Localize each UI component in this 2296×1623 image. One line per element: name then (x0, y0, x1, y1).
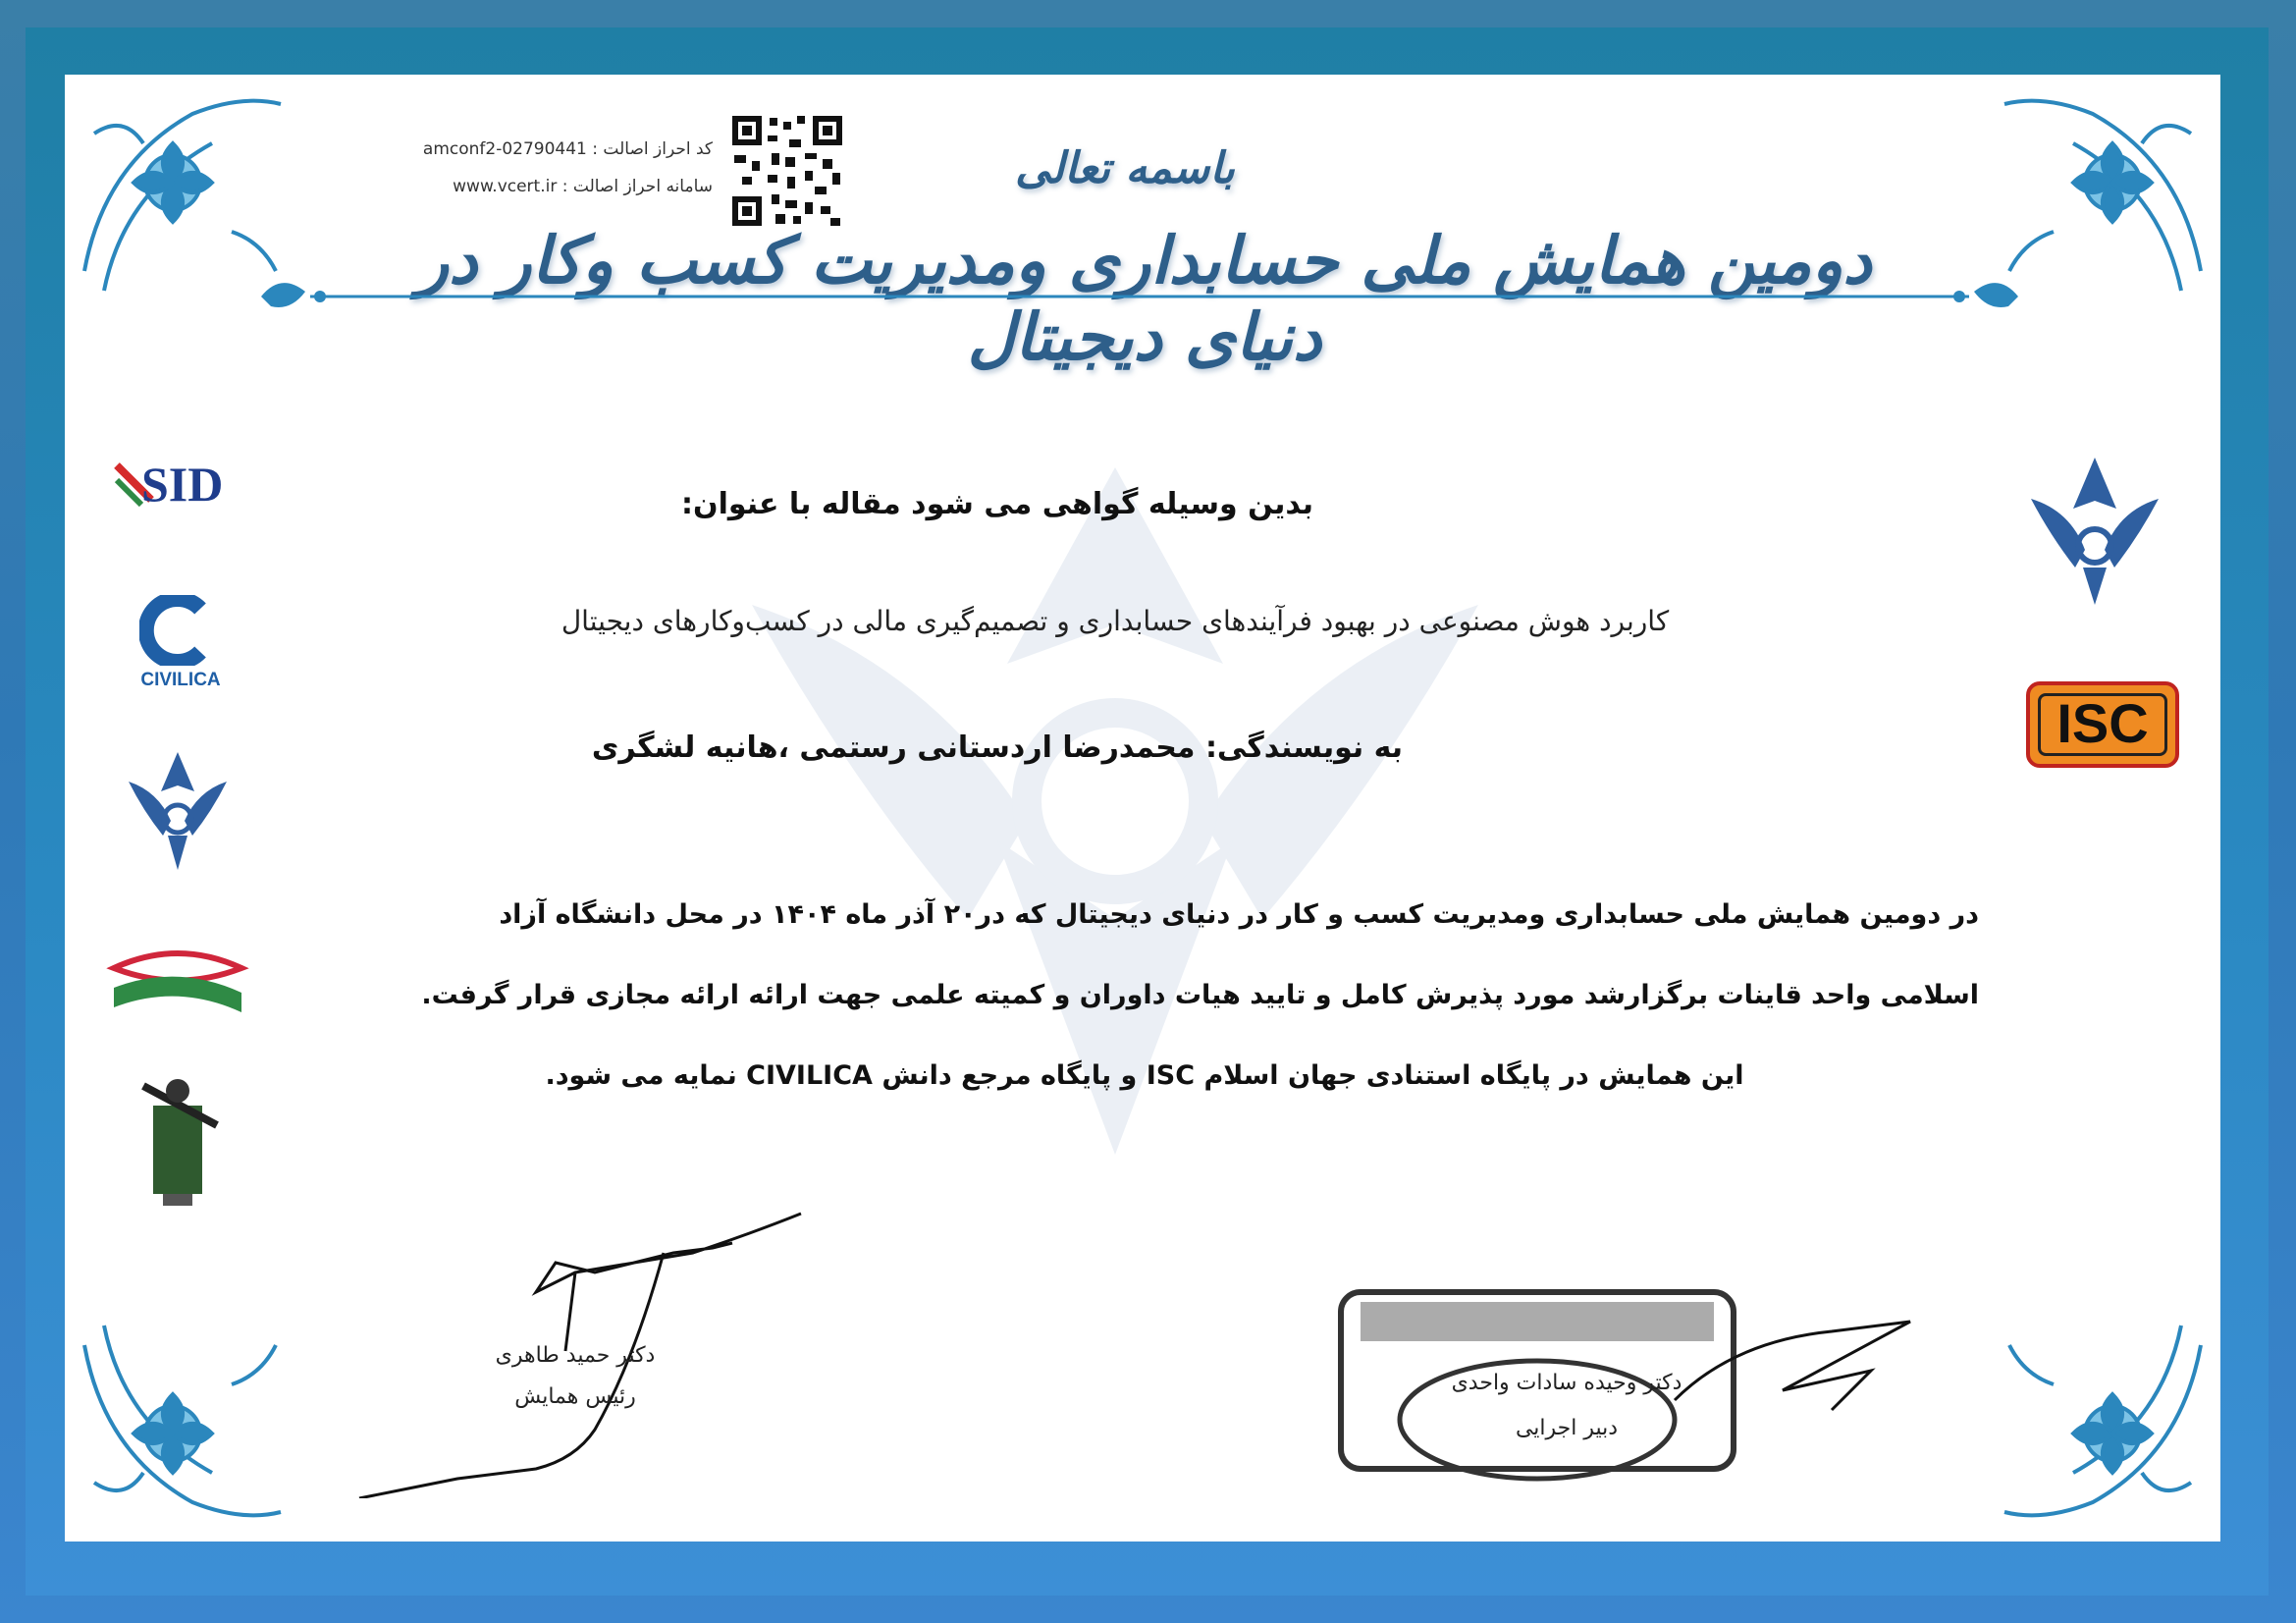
certificate-code: کد احراز اصالت : amconf2-02790441 (422, 139, 713, 159)
left-signer-name: دکتر حمید طاهری (495, 1343, 656, 1368)
body-paragraph-line-3: این همایش در پایگاه استنادی جهان اسلام ISC و پایگاه مرجع دانش CIVILICA نمایه می شود. (545, 1060, 1744, 1091)
ornament-bottom-right-icon (1985, 1306, 2220, 1542)
qr-code-icon[interactable] (728, 112, 846, 230)
azad-university-qaenat-logo-icon (2026, 448, 2163, 624)
left-signature-block (340, 1204, 830, 1498)
authors-label: به نویسندگی: (1204, 730, 1404, 765)
verification-site[interactable]: سامانه احراز اصالت : www.vcert.ir (453, 177, 713, 196)
body-paragraph-line-2: اسلامی واحد قاینات برگزارشد مورد پذیرش کامل و تایید هیات داوران و کمیته علمی جهت ارائه ارائه مجازی قرار گرفت. (421, 980, 1979, 1010)
paper-title: کاربرد هوش مصنوعی در بهبود فرآیندهای حسابداری و تصمیم‌گیری مالی در کسب‌وکارهای دیجیتال (561, 605, 1670, 637)
right-signer-name: دکتر وحیده سادات واحدی (1451, 1371, 1682, 1395)
right-signature-block (1321, 1282, 1959, 1498)
university-emblem-watermark (673, 408, 1557, 1214)
left-signer-role: رئیس همایش (514, 1384, 636, 1409)
conference-title: دومین همایش ملی حسابداری ومدیریت کسب وکار در دنیای دیجیتال (417, 222, 1872, 375)
civilica-logo (112, 595, 249, 703)
sid-logo (112, 456, 249, 514)
azad-university-logo-icon (124, 742, 232, 880)
certificate-paper (65, 75, 2220, 1542)
authors-line (457, 730, 1537, 765)
decorative-divider (251, 267, 2028, 326)
sid-logo-text: SID (141, 457, 224, 512)
invocation-heading: باسمه تعالی (1015, 143, 1235, 193)
body-paragraph-line-1: در دومین همایش ملی حسابداری ومدیریت کسب و کار در دنیای دیجیتال که در۲۰ آذر ماه ۱۴۰۴ در محل دانشگاه آزاد (499, 899, 1979, 930)
isc-logo-text: ISC (2056, 692, 2149, 754)
civilica-c-icon (139, 595, 218, 666)
authors-names: محمدرضا اردستانی رستمی ،هانیه لشگری (591, 730, 1196, 765)
civilica-logo-text: CIVILICA (140, 670, 221, 690)
ribbon-logo-icon (104, 939, 251, 1027)
ornament-bottom-left-icon (65, 1306, 300, 1542)
right-signer-role: دبیر اجرایی (1515, 1416, 1619, 1440)
irgc-emblem-icon (124, 1066, 232, 1214)
isc-logo (2026, 681, 2179, 768)
certify-statement: بدین وسیله گواهی می شود مقاله با عنوان: (681, 487, 1313, 521)
